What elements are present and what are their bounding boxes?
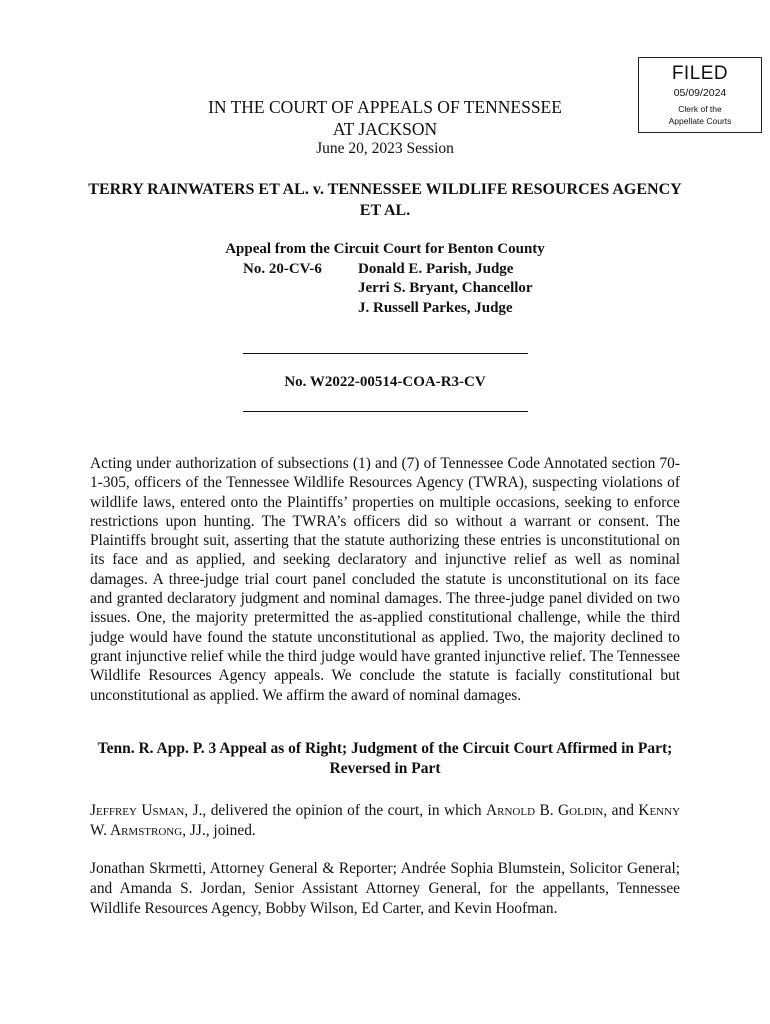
attribution-and: , and xyxy=(603,802,639,819)
docket-number: No. W2022-00514-COA-R3-CV xyxy=(284,374,486,390)
case-caption: TERRY RAINWATERS ET AL. v. TENNESSEE WILDLIFE RESOURCES AGENCY ET AL. xyxy=(88,181,682,219)
attribution-end: , JJ., joined. xyxy=(182,822,256,839)
case-summary: Acting under authorization of subsections (1) and (7) of Tennessee Code Annotated section 70-1-305, officers of the Tennessee Wildlife Resources Agency (TWRA), suspecting violations of wildlife laws, entered onto the Plaintiffs’ properties on multiple occasions, seeking to enforce restrictions upon hunting. The TWRA’s officers did so without a warrant or consent. The Plaintiffs brought suit, asserting that the statute authorizing these entries is unconstitutional on its face and as applied, and seeking declaratory and injunctive relief as well as nominal damages. A three-judge trial court panel concluded the statute is unconstitutional on its face and granted declaratory judgment and nominal damages. The three-judge panel divided on two issues. One, the majority pretermitted the as-applied constitutional challenge, while the third judge would have found the statute unconstitutional as applied. Two, the majority declined to grant injunctive relief while the third judge would have granted injunctive relief. The Tennessee Wildlife Resources Agency appeals. We conclude the statute is facially constitutional but unconstitutional as applied. We affirm the award of nominal damages. xyxy=(90,455,680,704)
joining-judge-2: Kenny W. Armstrong xyxy=(90,802,681,839)
lower-court-case-number: No. 20-CV-6 xyxy=(243,260,322,277)
counsel-paragraph: Jonathan Skrmetti, Attorney General & Reporter; Andrée Sophia Blumstein, Solicitor General; and Amanda S. Jordan, Senior Assistant Attorney General, for the appellants, Tennessee Wildlife Resources Agency, Bobby Wilson, Ed Carter, and Kevin Hoofman. xyxy=(90,860,680,917)
appeal-origin: Appeal from the Circuit Court for Benton County xyxy=(225,241,545,257)
disposition: Tenn. R. App. P. 3 Appeal as of Right; Judgment of the Circuit Court Affirmed in Part; Reversed in Part xyxy=(97,740,673,777)
court-heading xyxy=(0,96,770,140)
judge-1: Donald E. Parish, Judge xyxy=(358,260,514,277)
author-name: Jeffrey Usman xyxy=(90,802,185,819)
judge-3: J. Russell Parkes, Judge xyxy=(358,299,513,316)
filed-date: 05/09/2024 xyxy=(673,87,727,99)
divider-bottom xyxy=(243,411,528,412)
clerk-line-1: Clerk of the xyxy=(678,104,722,114)
clerk-line-2: Appellate Courts xyxy=(668,116,732,126)
court-location: AT JACKSON xyxy=(332,119,438,139)
session-date: June 20, 2023 Session xyxy=(316,140,454,157)
judge-2: Jerri S. Bryant, Chancellor xyxy=(358,280,533,296)
attribution-text: , J., delivered the opinion of the court, in which xyxy=(184,802,487,819)
appeal-info xyxy=(0,240,770,316)
court-name: IN THE COURT OF APPEALS OF TENNESSEE xyxy=(208,97,562,117)
opinion-attribution xyxy=(90,801,680,841)
divider-top xyxy=(243,353,528,354)
joining-judge-1: Arnold B. Goldin xyxy=(486,802,604,819)
filed-label: FILED xyxy=(671,63,729,84)
